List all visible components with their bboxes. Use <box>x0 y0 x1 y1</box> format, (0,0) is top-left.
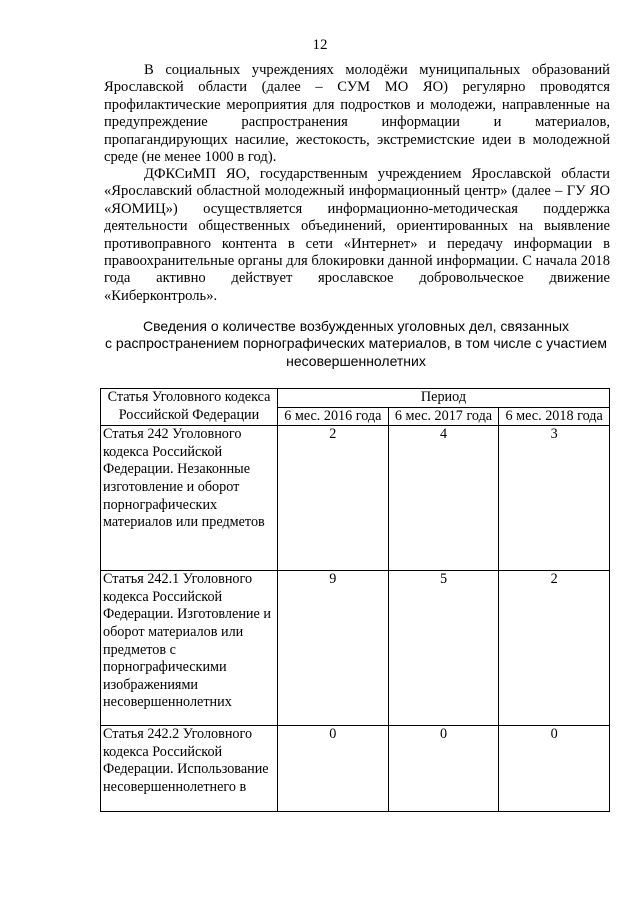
criminal-cases-table <box>100 388 610 812</box>
page-number: 12 <box>312 37 328 53</box>
article-text: Статья 242 Уголовного кодекса Российской Федерации. Незаконные изготовление и оборот порнографических материалов или предметов <box>103 426 265 531</box>
table-caption <box>100 318 612 370</box>
row-article <box>101 726 278 812</box>
table-row <box>101 426 610 571</box>
header-period-2016: 6 мес. 2016 года <box>278 407 389 426</box>
header-article: Статья Уголовного кодекса Российской Федерации <box>101 389 278 426</box>
row-article <box>101 426 278 571</box>
table-cell-value: 2 <box>278 426 389 571</box>
table-cell-value: 0 <box>278 726 389 812</box>
paragraph-yomic-support: ДФКСиМП ЯО, государственным учреждением Ярославской области «Ярославский областной молодежный информационный центр» (далее – ГУ ЯО «ЯОМИЦ») осуществляется информационно-методическая поддержка деятельности общественных объединений, ориентированных на выявление противоправного контента в сети «Интернет» и передачу информации в правоохранительные органы для блокировки данной информации. С начала 2018 года активно действует ярославское добровольческое движение «Киберконтроль». <box>104 166 610 304</box>
article-text: Статья 242.1 Уголовного кодекса Российской Федерации. Изготовление и оборот материалов или предметов с порнографическими изображениями несовершеннолетних <box>103 571 271 711</box>
table-caption-line: Сведения о количестве возбужденных уголовных дел, связанных <box>142 318 570 334</box>
table-cell-value: 3 <box>499 426 610 571</box>
table-header-row <box>101 389 610 408</box>
table-cell-value: 0 <box>499 726 610 812</box>
table-row <box>101 571 610 726</box>
header-period-2018: 6 мес. 2018 года <box>499 407 610 426</box>
table-cell-value: 9 <box>278 571 389 726</box>
article-text: Статья 242.2 Уголовного кодекса Российской Федерации. Использование несовершеннолетнего в <box>103 726 269 795</box>
row-article <box>101 571 278 726</box>
table-cell-value: 0 <box>388 726 499 812</box>
paragraph-youth-institutions: В социальных учреждениях молодёжи муниципальных образований Ярославской области (далее – СУМ МО ЯО) регулярно проводятся профилактические мероприятия для подростков и молодежи, направленные на предупреждение распространения информации и материалов, пропагандирующих насилие, жестокость, экстремистские идеи в молодежной среде (не менее 1000 в год). <box>104 62 610 166</box>
header-period: Период <box>278 389 610 408</box>
table-cell-value: 5 <box>388 571 499 726</box>
table-caption-line: с распространением порнографических материалов, в том числе с участием <box>105 335 607 352</box>
table-cell-value: 4 <box>388 426 499 571</box>
header-period-2017: 6 мес. 2017 года <box>388 407 499 426</box>
table-cell-value: 2 <box>499 571 610 726</box>
table-row <box>101 726 610 812</box>
table-caption-line: несовершеннолетних <box>286 352 426 369</box>
